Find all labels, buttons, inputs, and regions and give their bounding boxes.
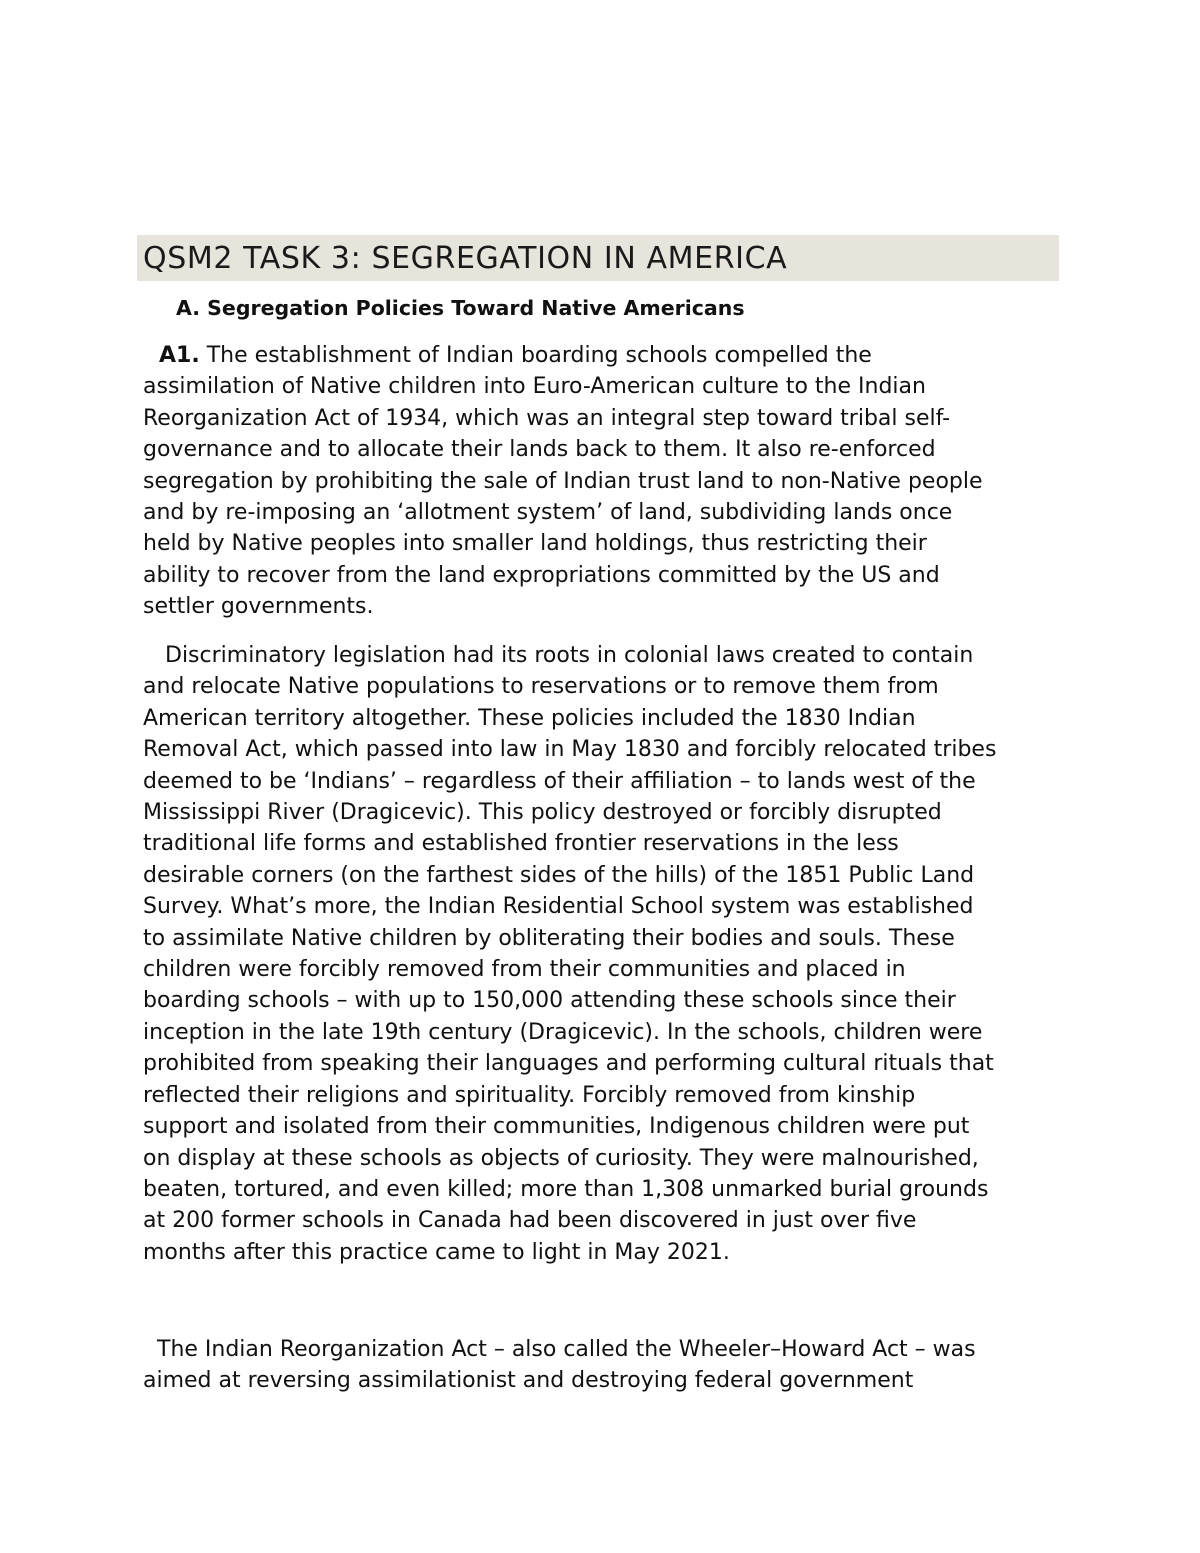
paragraph-line: Discriminatory legislation had its roots in colonial laws created to contain (165, 643, 974, 668)
paragraph-line: boarding schools – with up to 150,000 attending these schools since their (143, 988, 956, 1014)
paragraph-line: prohibited from speaking their languages and performing cultural rituals that (143, 1051, 994, 1077)
paragraph-line-text: The establishment of Indian boarding schools compelled the (199, 343, 872, 368)
paragraph-line: The Indian Reorganization Act – also called the Wheeler–Howard Act – was (157, 1337, 976, 1362)
paragraph-line: and by re-imposing an ‘allotment system’ of land, subdividing lands once (143, 500, 953, 526)
paragraph-line: to assimilate Native children by obliterating their bodies and souls. These (143, 925, 955, 951)
paragraph-line: on display at these schools as objects of curiosity. They were malnourished, (143, 1145, 979, 1171)
paragraph-line: inception in the late 19th century (Dragicevic). In the schools, children were (143, 1019, 983, 1045)
paragraph-line: assimilation of Native children into Euro-American culture to the Indian (143, 374, 926, 400)
paragraph-line: children were forcibly removed from their communities and placed in (143, 957, 906, 983)
paragraph-line: American territory altogether. These policies included the 1830 Indian (143, 705, 916, 731)
paragraph-line: Survey. What’s more, the Indian Residential School system was established (143, 894, 974, 920)
paragraph-line: deemed to be ‘Indians’ – regardless of their affiliation – to lands west of the (143, 768, 976, 794)
paragraph-line: held by Native peoples into smaller land holdings, thus restricting their (143, 531, 927, 557)
paragraph-line: settler governments. (143, 594, 374, 620)
paragraph-line: ability to recover from the land expropriations committed by the US and (143, 562, 940, 588)
paragraph-line: Reorganization Act of 1934, which was an integral step toward tribal self- (143, 405, 951, 431)
paragraph-line: support and isolated from their communities, Indigenous children were put (143, 1114, 970, 1140)
paragraph-reorganization-act (143, 1334, 1073, 1397)
paragraph-line: segregation by prohibiting the sale of Indian trust land to non-Native people (143, 468, 983, 494)
paragraph-line: Removal Act, which passed into law in May 1830 and forcibly relocated tribes (143, 737, 997, 763)
section-heading: A. Segregation Policies Toward Native Americans (176, 296, 745, 320)
paragraph-line: and relocate Native populations to reservations or to remove them from (143, 674, 939, 700)
paragraph-line: traditional life forms and established frontier reservations in the less (143, 831, 899, 857)
paragraph-line: at 200 former schools in Canada had been discovered in just over five (143, 1208, 917, 1234)
paragraph-a1 (143, 340, 1073, 623)
paragraph-line: reflected their religions and spirituality. Forcibly removed from kinship (143, 1082, 916, 1108)
paragraph-line (143, 340, 1073, 371)
paragraph-label: A1. (159, 343, 200, 368)
paragraph-line: months after this practice came to light in May 2021. (143, 1239, 730, 1265)
paragraph-line: beaten, tortured, and even killed; more than 1,308 unmarked burial grounds (143, 1176, 989, 1202)
paragraph-line: desirable corners (on the farthest sides of the hills) of the 1851 Public Land (143, 862, 975, 888)
paragraph-line: Mississippi River (Dragicevic). This policy destroyed or forcibly disrupted (143, 800, 942, 826)
paragraph-line: governance and to allocate their lands back to them. It also re-enforced (143, 437, 936, 463)
paragraph-discriminatory-legislation (143, 640, 1073, 1268)
paragraph-line: aimed at reversing assimilationist and destroying federal government (143, 1368, 914, 1394)
document-title: QSM2 TASK 3: SEGREGATION IN AMERICA (143, 241, 788, 276)
